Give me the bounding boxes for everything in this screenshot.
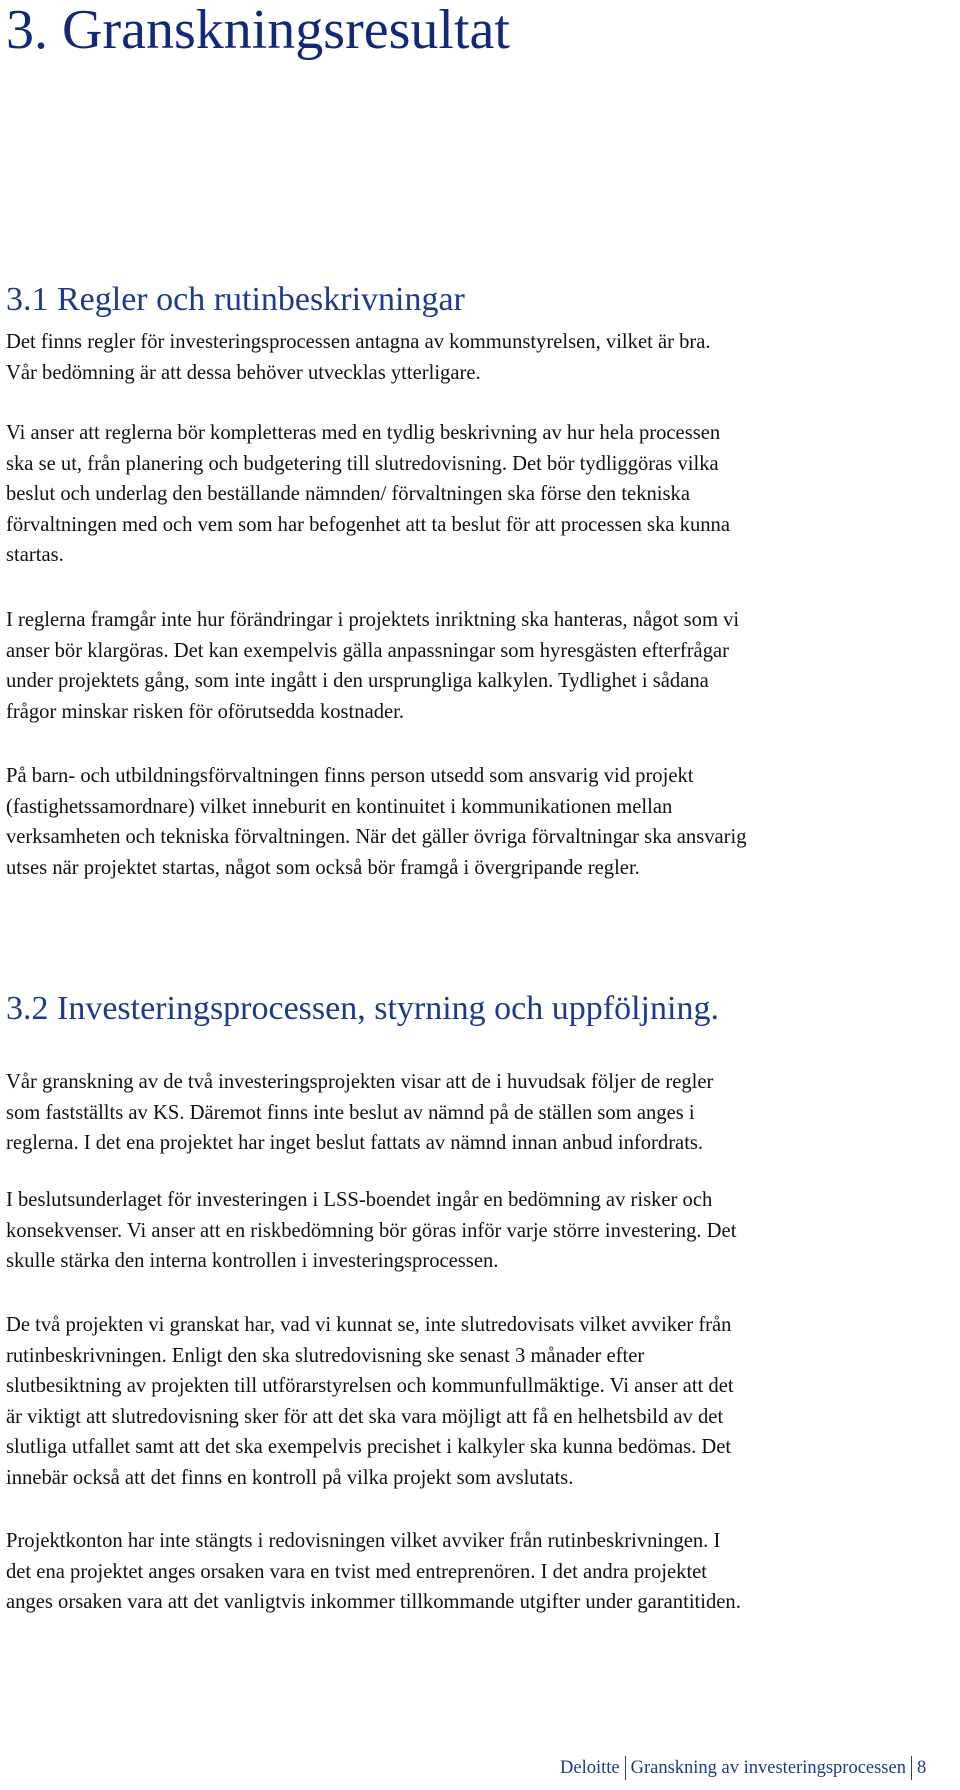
section-heading-3-2: 3.2 Investeringsprocessen, styrning och uppföljning. — [6, 990, 719, 1027]
paragraph: Det finns regler för investeringsprocessen antagna av kommunstyrelsen, vilket är bra. Vår bedömning är att dessa behöver utvecklas ytterligare. — [6, 331, 711, 384]
page-footer — [560, 1753, 926, 1783]
footer-divider — [911, 1756, 912, 1780]
paragraph: Vår granskning av de två investeringsprojekten visar att de i huvudsak följer de regler som fastställts av KS. Däremot finns inte beslut av nämnd på de ställen som anges i reglerna. I det ena projektet har inget beslut fattats av nämnd innan anbud infordrats. — [6, 1071, 714, 1154]
paragraph: Projektkonton har inte stängts i redovisningen vilket avviker från rutinbeskrivningen. I det ena projektet anges orsaken vara en tvist med entreprenören. I det andra projektet anges orsaken vara att det vanligtvis inkommer tillkommande utgifter under garantitiden. — [6, 1530, 741, 1613]
section-heading-3-1: 3.1 Regler och rutinbeskrivningar — [6, 281, 465, 318]
footer-document-title: Granskning av investeringsprocessen — [630, 1757, 906, 1778]
paragraph: I reglerna framgår inte hur förändringar i projektets inriktning ska hanteras, något som vi anser bör klargöras. Det kan exempelvis gälla anpassningar som hyresgästen efterfrågar under projektets gång, som inte ingått i den ursprungliga kalkylen. Tydlighet i sådana frågor minskar risken för oförutsedda kostnader. — [6, 609, 740, 723]
footer-page-number: 8 — [916, 1757, 927, 1778]
footer-divider — [625, 1756, 626, 1780]
paragraph: Vi anser att reglerna bör kompletteras med en tydlig beskrivning av hur hela processen ska se ut, från planering och budgetering till slutredovisning. Det bör tydliggöras vilka beslut och underlag den beställande nämnden/ förvaltningen ska förse den tekniska förvaltningen med och vem som har befogenhet att ta beslut för att processen ska kunna startas. — [6, 422, 730, 566]
footer-company: Deloitte — [560, 1757, 620, 1778]
paragraph: I beslutsunderlaget för investeringen i LSS-boendet ingår en bedömning av risker och konsekvenser. Vi anser att en riskbedömning bör göras inför varje större investering. Det skulle stärka den interna kontrollen i investeringsprocessen. — [6, 1189, 737, 1272]
page-title: 3. Granskningsresultat — [6, 0, 510, 61]
paragraph: De två projekten vi granskat har, vad vi kunnat se, inte slutredovisats vilket avviker från rutinbeskrivningen. Enligt den ska slutredovisning ske senast 3 månader efter slutbesiktning av projekten till utförarstyrelsen och kommunfullmäktige. Vi anser att det är viktigt att slutredovisning sker för att det ska vara möjligt att få en helhetsbild av det slutliga utfallet samt att det ska exempelvis precishet i kalkyler ska kunna bedömas. Det innebär också att det finns en kontroll på vilka projekt som avslutats. — [6, 1314, 734, 1489]
paragraph: På barn- och utbildningsförvaltningen finns person utsedd som ansvarig vid projekt (fastighetssamordnare) vilket inneburit en kontinuitet i kommunikationen mellan verksamheten och tekniska förvaltningen. När det gäller övriga förvaltningar ska ansvarig utses när projektet startas, något som också bör framgå i övergripande regler. — [6, 765, 747, 879]
